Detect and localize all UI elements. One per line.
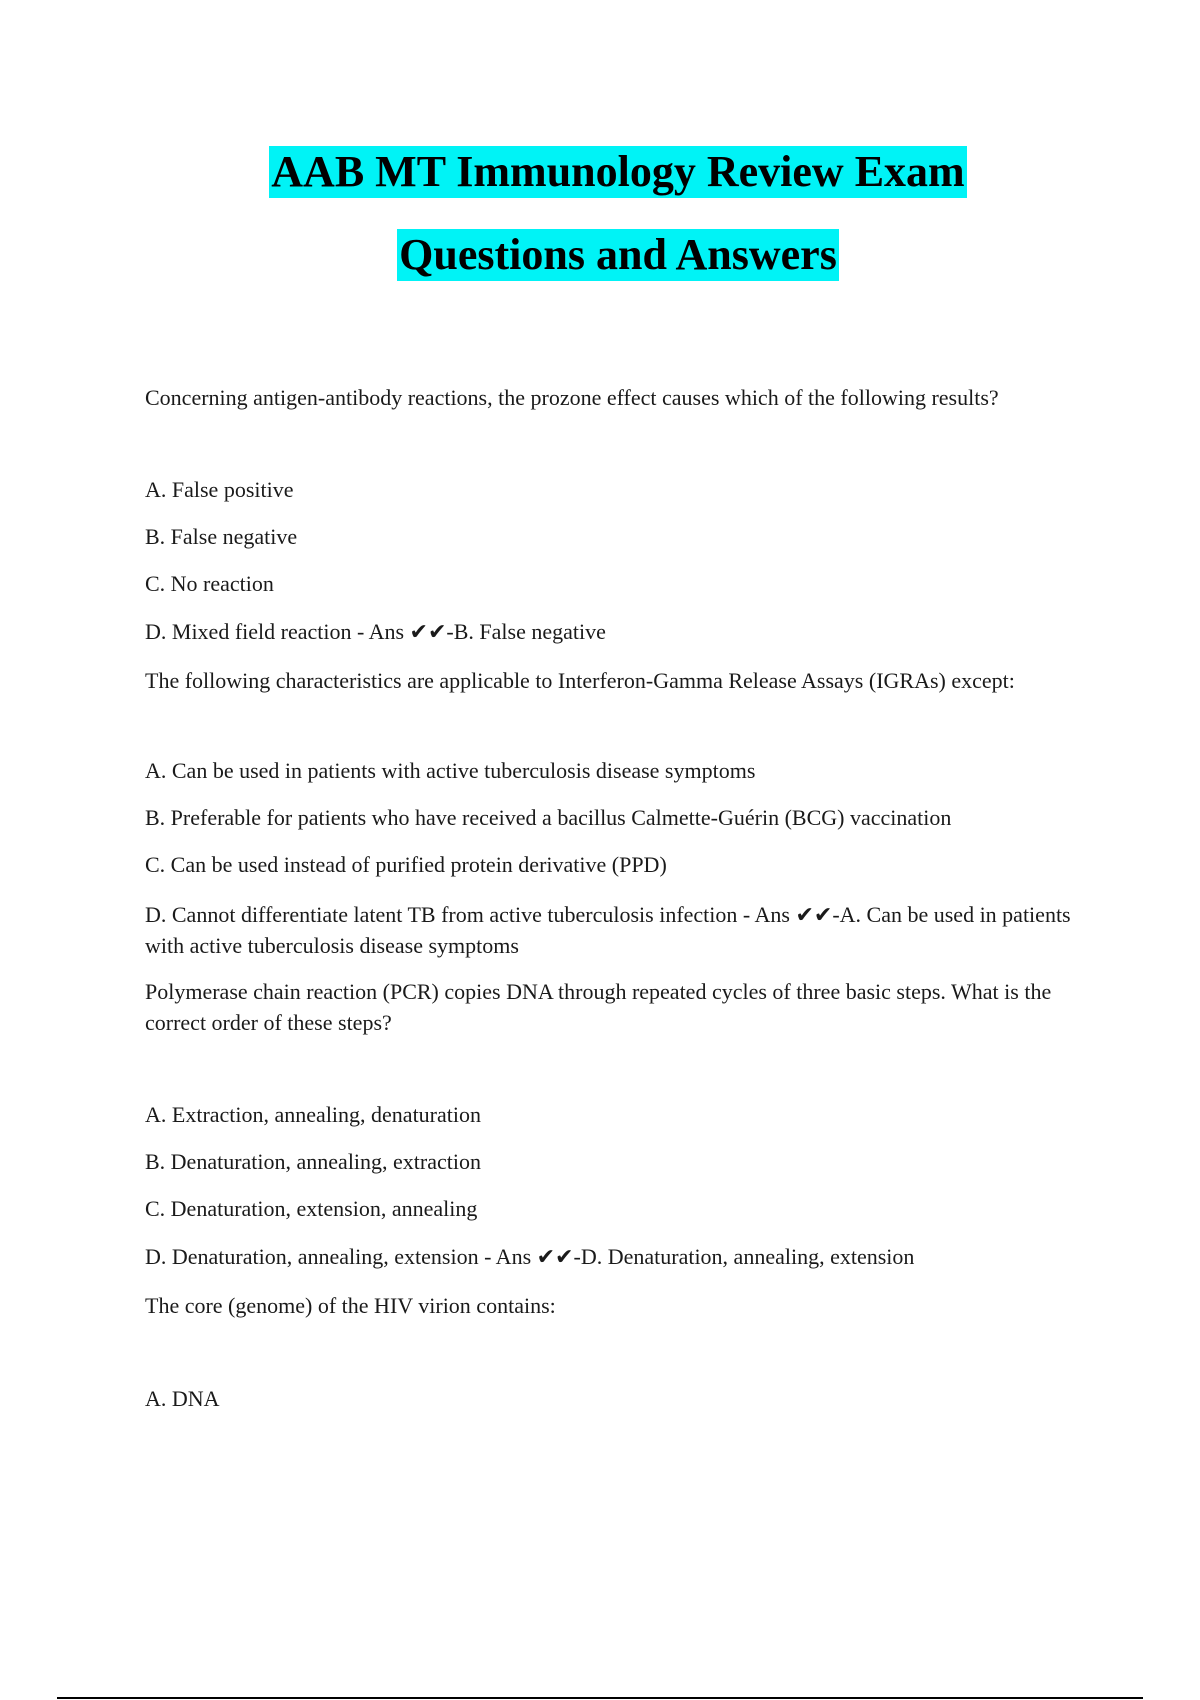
question-4-option-a: A. DNA [145,1386,220,1411]
question-2-text: The following characteristics are applicable to Interferon-Gamma Release Assays (IGRAs) except: [145,668,1015,693]
title-line-2: Questions and Answers [399,230,837,279]
question-3-option-a: A. Extraction, annealing, denaturation [145,1102,481,1127]
document-body [145,382,1095,1414]
title-line-1: AAB MT Immunology Review Exam [271,147,965,196]
question-3-option-d-answer: D. Denaturation, annealing, extension - Ans ✔✔-D. Denaturation, annealing, extension [145,1244,915,1269]
question-2-option-c: C. Can be used instead of purified protein derivative (PPD) [145,852,667,877]
question-2-option-d-answer: D. Cannot differentiate latent TB from active tuberculosis infection - Ans ✔✔-A. Can be used in patients with active tuberculosis disease symptoms [145,902,1071,958]
question-1-option-a: A. False positive [145,477,294,502]
question-4-text: The core (genome) of the HIV virion contains: [145,1293,556,1318]
question-2-option-a: A. Can be used in patients with active tuberculosis disease symptoms [145,758,756,783]
page-bottom-rule [57,1697,1143,1699]
question-1-text: Concerning antigen-antibody reactions, the prozone effect causes which of the following results? [145,385,999,410]
question-1-option-b: B. False negative [145,524,298,549]
document-title [0,146,1200,281]
question-1-option-c: C. No reaction [145,571,274,596]
question-3-option-b: B. Denaturation, annealing, extraction [145,1149,481,1174]
question-3-option-c: C. Denaturation, extension, annealing [145,1196,478,1221]
question-1-option-d-answer: D. Mixed field reaction - Ans ✔✔-B. False negative [145,619,606,644]
question-2-option-b: B. Preferable for patients who have received a bacillus Calmette-Guérin (BCG) vaccination [145,805,952,830]
question-3-text: Polymerase chain reaction (PCR) copies DNA through repeated cycles of three basic steps. What is the correct order of these steps? [145,979,1052,1035]
